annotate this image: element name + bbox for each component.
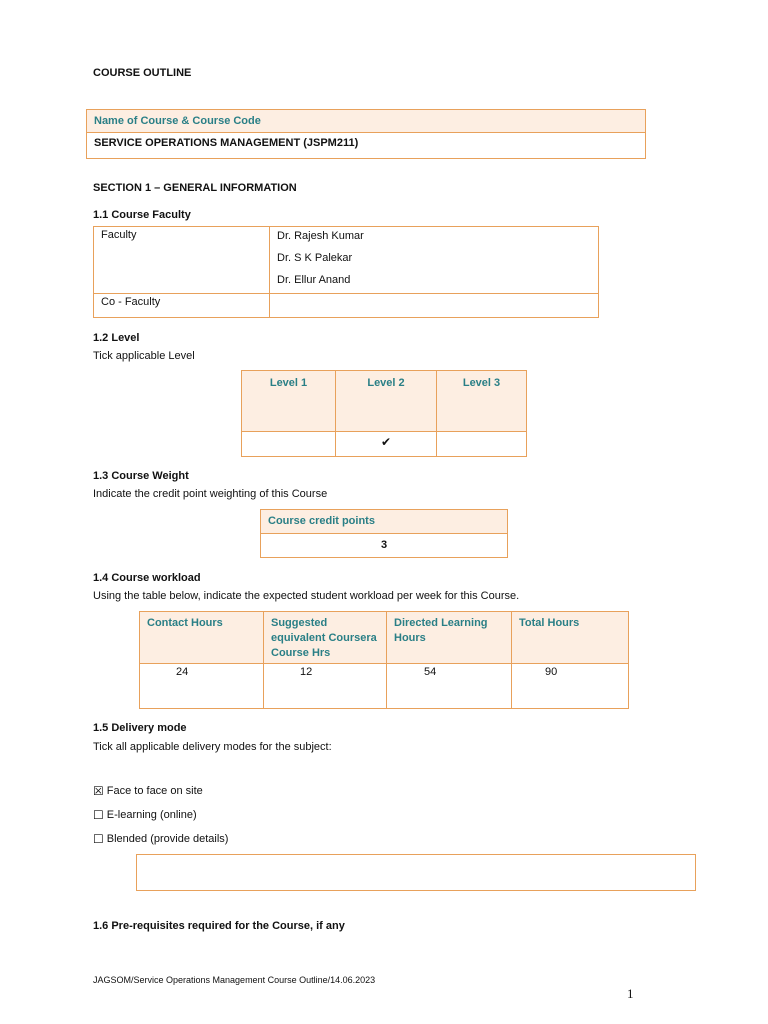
faculty-member: Dr. Ellur Anand bbox=[277, 274, 351, 286]
credit-points-value: 3 bbox=[380, 539, 388, 551]
workload-table bbox=[139, 611, 629, 709]
cofaculty-label: Co - Faculty bbox=[101, 296, 161, 308]
delivery-option-label: Blended (provide details) bbox=[106, 833, 229, 845]
prerequisites-heading: 1.6 Pre-requisites required for the Course, if any bbox=[93, 920, 345, 932]
weight-instruction: Indicate the credit point weighting of this Course bbox=[93, 488, 328, 500]
delivery-option-blended[interactable] bbox=[93, 833, 228, 845]
checked-box-icon[interactable]: ☒ bbox=[93, 784, 104, 798]
faculty-member: Dr. Rajesh Kumar bbox=[277, 230, 364, 242]
delivery-heading: 1.5 Delivery mode bbox=[93, 722, 187, 734]
section-1-title: SECTION 1 – GENERAL INFORMATION bbox=[93, 182, 297, 194]
coursera-hours-header: Suggested equivalent Coursera Course Hrs bbox=[271, 617, 377, 659]
delivery-option-face-to-face[interactable] bbox=[93, 785, 203, 797]
footer-text: JAGSOM/Service Operations Management Course Outline/14.06.2023 bbox=[93, 975, 376, 985]
contact-hours-value: 24 bbox=[176, 666, 189, 678]
level-instruction: Tick applicable Level bbox=[93, 350, 195, 362]
course-name-label: Name of Course & Course Code bbox=[94, 115, 261, 127]
course-name-box bbox=[86, 109, 646, 159]
course-name-value: SERVICE OPERATIONS MANAGEMENT (JSPM211) bbox=[94, 137, 359, 149]
delivery-instruction: Tick all applicable delivery modes for the subject: bbox=[93, 741, 332, 753]
blended-details-box[interactable] bbox=[136, 854, 696, 891]
directed-learning-header: Directed Learning Hours bbox=[394, 617, 488, 644]
faculty-heading: 1.1 Course Faculty bbox=[93, 209, 191, 221]
coursera-hours-value: 12 bbox=[300, 666, 313, 678]
credit-points-table bbox=[260, 509, 508, 558]
unchecked-box-icon[interactable]: ☐ bbox=[93, 808, 104, 822]
level-3-header: Level 3 bbox=[462, 377, 501, 389]
workload-instruction: Using the table below, indicate the expected student workload per week for this Course. bbox=[93, 590, 520, 602]
directed-learning-value: 54 bbox=[424, 666, 437, 678]
total-hours-header: Total Hours bbox=[519, 617, 580, 629]
delivery-option-label: E-learning (online) bbox=[106, 809, 197, 821]
delivery-option-label: Face to face on site bbox=[106, 785, 203, 797]
workload-heading: 1.4 Course workload bbox=[93, 572, 201, 584]
contact-hours-header: Contact Hours bbox=[147, 617, 223, 629]
level-2-check-icon[interactable]: ✔ bbox=[380, 435, 392, 449]
level-table bbox=[241, 370, 527, 457]
unchecked-box-icon[interactable]: ☐ bbox=[93, 832, 104, 846]
level-1-header: Level 1 bbox=[269, 377, 308, 389]
level-2-header: Level 2 bbox=[367, 377, 405, 389]
faculty-member: Dr. S K Palekar bbox=[277, 252, 353, 264]
total-hours-value: 90 bbox=[545, 666, 558, 678]
delivery-option-elearning[interactable] bbox=[93, 809, 197, 821]
faculty-label: Faculty bbox=[101, 229, 137, 241]
weight-heading: 1.3 Course Weight bbox=[93, 470, 189, 482]
page-number: 1 bbox=[627, 986, 634, 1001]
document-title: COURSE OUTLINE bbox=[93, 67, 192, 79]
credit-points-label: Course credit points bbox=[268, 515, 375, 527]
faculty-table bbox=[93, 226, 599, 318]
level-heading: 1.2 Level bbox=[93, 332, 140, 344]
